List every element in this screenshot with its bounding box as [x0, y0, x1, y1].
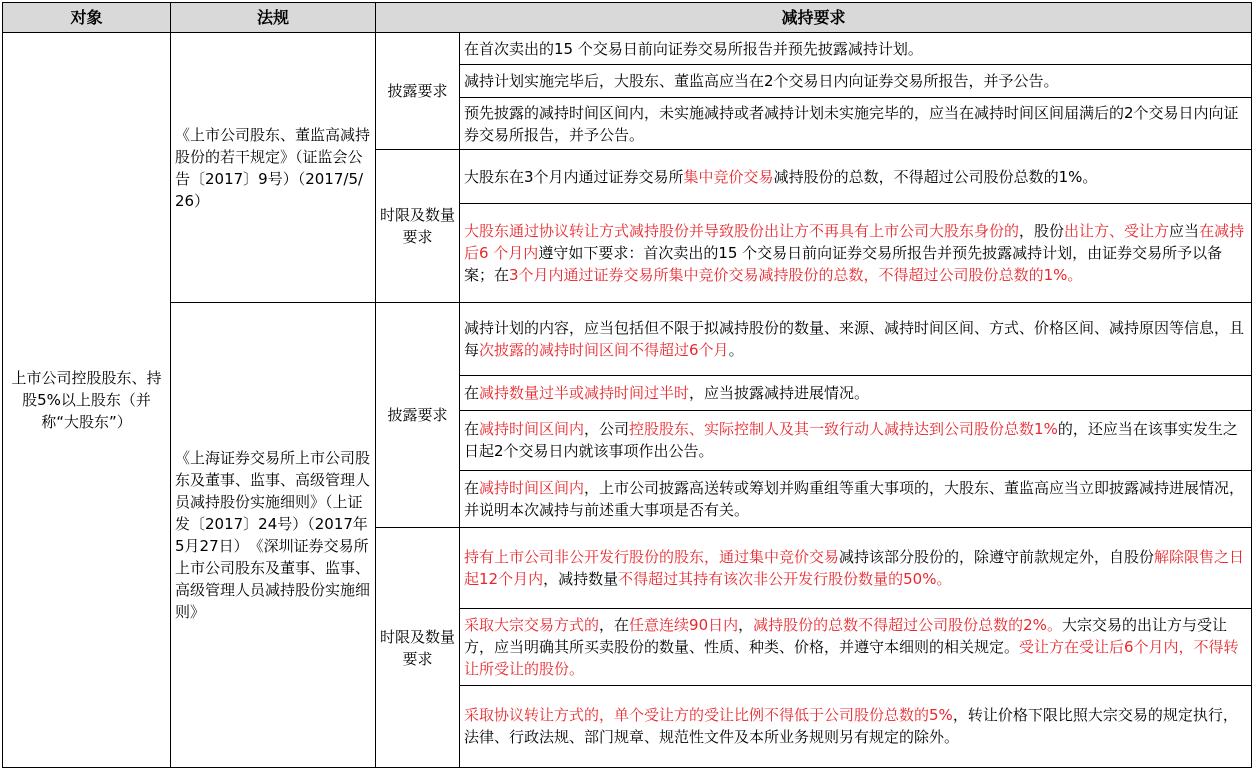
reg1-limit-item: 大股东在3个月内通过证券交易所集中竞价交易减持股份的总数，不得超过公司股份总数的1%。	[460, 150, 1252, 204]
reg1-limit-item: 大股东通过协议转让方式减持股份并导致股份出让方不再具有上市公司大股东身份的，股份出让方、受让方应当在减持后6 个月内遵守如下要求：首次卖出的15 个交易日前向证券交易所报告并预先披露减持计划，由证券交易所予以备案；在3个月内通过证券交易所集中竞价交易减持股份的总数，不得超过公司股份总数的1%。	[460, 204, 1252, 303]
reg1-limit-category: 时限及数量要求	[376, 150, 460, 303]
header-requirement: 减持要求	[376, 3, 1252, 33]
reg1-disclosure-item: 减持计划实施完毕后，大股东、董监高应当在2个交易日内向证券交易所报告，并予公告。	[460, 65, 1252, 97]
reg2-disclosure-item: 减持计划的内容，应当包括但不限于拟减持股份的数量、来源、减持时间区间、方式、价格区间、减持原因等信息，且每次披露的减持时间区间不得超过6个月。	[460, 303, 1252, 376]
reg2-disclosure-item: 在减持时间区间内，公司控股股东、实际控制人及其一致行动人减持达到公司股份总数1%的，还应当在该事实发生之日起2个交易日内就该事项作出公告。	[460, 410, 1252, 471]
reg2-limit-item: 采取协议转让方式的，单个受让方的受让比例不得低于公司股份总数的5%，转让价格下限比照大宗交易的规定执行，法律、行政法规、部门规章、规范性文件及本所业务规则另有规定的除外。	[460, 685, 1252, 767]
object-cell: 上市公司控股股东、持股5%以上股东（并称“大股东”）	[3, 33, 171, 768]
reg2-limit-item: 持有上市公司非公开发行股份的股东，通过集中竞价交易减持该部分股份的，除遵守前款规定外，自股份解除限售之日起12个月内，减持数量不得超过其持有该次非公开发行股份数量的50%。	[460, 528, 1252, 609]
regulation-1-name: 《上市公司股东、董监高减持股份的若干规定》（证监会公告〔2017〕9号）（2017/5/26）	[171, 33, 376, 303]
table-row	[3, 33, 1252, 65]
header-object: 对象	[3, 3, 171, 33]
reg1-disclosure-category: 披露要求	[376, 33, 460, 150]
reg2-limit-item: 采取大宗交易方式的，在任意连续90日内，减持股份的总数不得超过公司股份总数的2%。大宗交易的出让方与受让方，应当明确其所买卖股份的数量、性质、种类、价格，并遵守本细则的相关规定。受让方在受让后6个月内，不得转让所受让的股份。	[460, 608, 1252, 685]
reg2-disclosure-item: 在减持数量过半或减持时间过半时，应当披露减持进展情况。	[460, 376, 1252, 410]
reg1-disclosure-item: 预先披露的减持时间区间内，未实施减持或者减持计划未实施完毕的，应当在减持时间区间届满后的2个交易日内向证券交易所报告，并予公告。	[460, 97, 1252, 150]
regulation-table	[2, 2, 1252, 768]
table-row	[3, 303, 1252, 376]
reg2-disclosure-item: 在减持时间区间内，上市公司披露高送转或筹划并购重组等重大事项的，大股东、董监高应当立即披露减持进展情况，并说明本次减持与前述重大事项是否有关。	[460, 471, 1252, 528]
reg2-disclosure-category: 披露要求	[376, 303, 460, 528]
reg1-disclosure-item: 在首次卖出的15 个交易日前向证券交易所报告并预先披露减持计划。	[460, 33, 1252, 65]
reg2-limit-category: 时限及数量要求	[376, 528, 460, 768]
header-row	[3, 3, 1252, 33]
header-regulation: 法规	[171, 3, 376, 33]
regulation-2-name: 《上海证券交易所上市公司股东及董事、监事、高级管理人员减持股份实施细则》（上证发〔2017〕24号）（2017年5月27日） 《深圳证券交易所上市公司股东及董事、监事、高级管理人员减持股份实施细则》	[171, 303, 376, 768]
